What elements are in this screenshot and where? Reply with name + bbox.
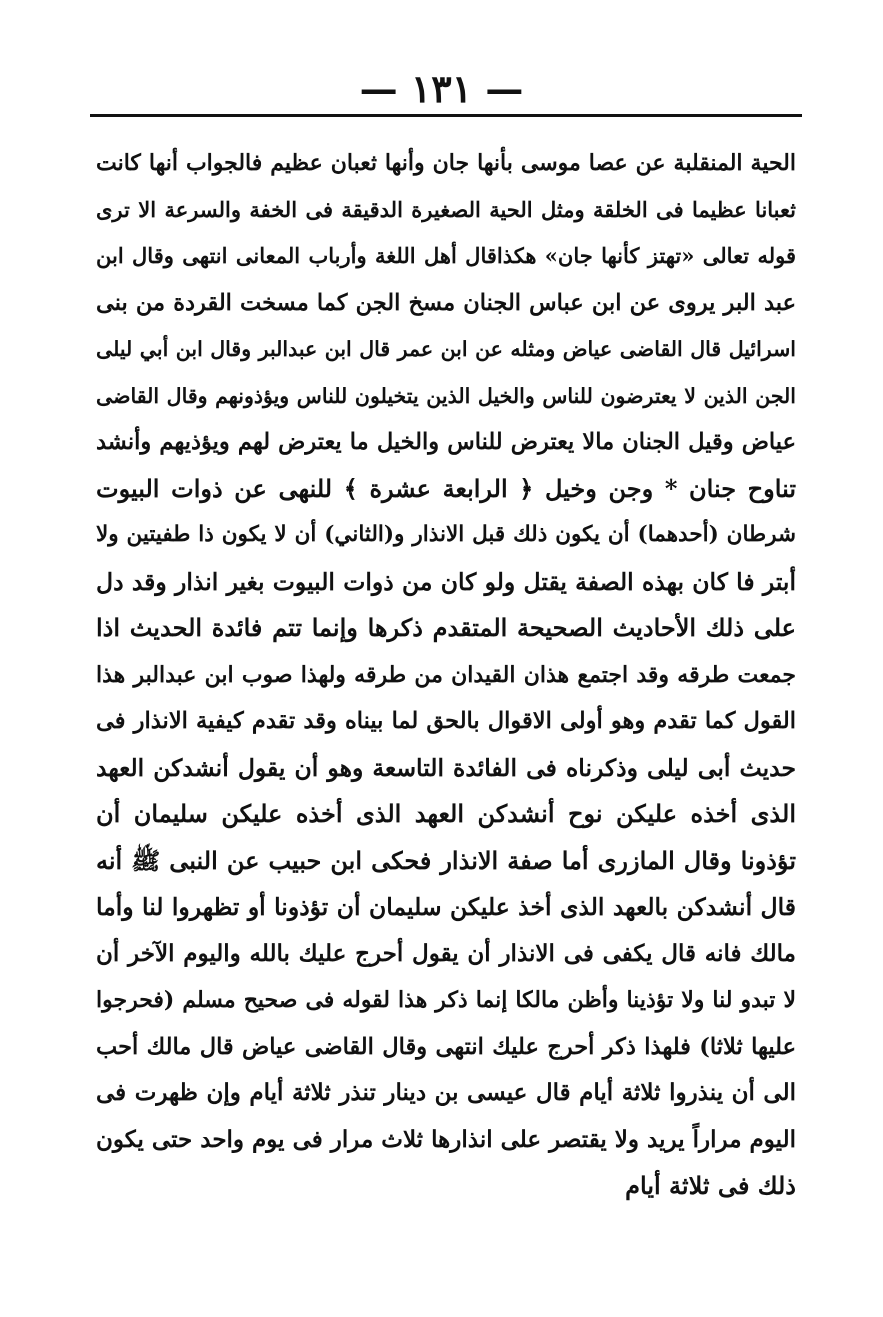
text-line: عياض وقيل الجنان مالا يعترض للناس والخيل ما يعترض لهم ويؤذيهم وأنشد <box>96 429 796 455</box>
text-line: لا تبدو لنا ولا تؤذينا وأظن مالكا إنما ذكر هذا لقوله فى صحيح مسلم (فحرجوا <box>96 987 796 1013</box>
text-line: جمعت طرقه وقد اجتمع هذان القيدان من طرقه ولهذا صوب ابن عبدالبر هذا <box>96 661 796 688</box>
text-line: مالك فانه قال يكفى فى الانذار أن يقول أحرج عليك بالله واليوم الآخر أن <box>96 939 796 967</box>
text-line: قال أنشدكن بالعهد الذى أخذ عليكن سليمان أن تؤذونا أو تظهروا لنا وأما <box>96 893 796 921</box>
text-line: على ذلك الأحاديث الصحيحة المتقدم ذكرها وإنما تتم فائدة الحديث اذا <box>96 613 796 642</box>
text-line: قوله تعالى «تهتز كأنها جان» هكذاقال أهل اللغة وأرباب المعانى انتهى وقال ابن <box>96 243 796 268</box>
text-line: الذى أخذه عليكن نوح أنشدكن العهد الذى أخذه عليكن سليمان أن <box>96 799 796 828</box>
text-line: أبتر فا كان بهذه الصفة يقتل ولو كان من ذوات البيوت بغير انذار وقد دل <box>96 567 796 596</box>
text-line: تناوح جنان * وجن وخيل ﴿ الرابعة عشرة ﴾ للنهى عن ذوات البيوت <box>96 473 796 503</box>
text-line: عبد البر يروى عن ابن عباس الجنان مسخ الجن كما مسخت القردة من بنى <box>96 289 796 316</box>
page-number: — ١٣١ — <box>359 66 524 111</box>
text-line: حديث أبى ليلى وذكرناه فى الفائدة التاسعة وهو أن يقول أنشدكن العهد <box>96 753 796 782</box>
header-rule <box>90 114 802 117</box>
text-line: اليوم مراراً يريد ولا يقتصر على انذارها ثلاث مرار فى يوم واحد حتى يكون <box>96 1125 796 1153</box>
text-line: القول كما تقدم وهو أولى الاقوال بالحق لما بيناه وقد تقدم كيفية الانذار فى <box>96 708 796 734</box>
text-line: الى أن ينذروا ثلاثة أيام قال عيسى بن دينار تنذر ثلاثة أيام وإن ظهرت فى <box>96 1079 796 1106</box>
text-line: شرطان (أحدهما) أن يكون ذلك قبل الانذار و(الثاني) أن لا يكون ذا طفيتين ولا <box>96 522 796 547</box>
text-line: ذلك فى ثلاثة أيام <box>625 1171 796 1200</box>
body-text <box>96 140 796 1210</box>
text-line: عليها ثلاثا) فلهذا ذكر أحرج عليك انتهى وقال القاضى عياض قال مالك أحب <box>96 1033 796 1060</box>
text-line: ثعبانا عظيما فى الخلقة ومثل الحية الصغيرة الدقيقة فى الخفة والسرعة الا ترى <box>96 196 796 222</box>
text-line: الحية المنقلبة عن عصا موسى بأنها جان وأنها ثعبان عظيم فالجواب أنها كانت <box>96 150 796 176</box>
text-line: اسرائيل قال القاضى عياض ومثله عن ابن عمر قال ابن عبدالبر وقال ابن أبي ليلى <box>96 337 796 361</box>
text-line: الجن الذين لا يعترضون للناس والخيل الذين يتخيلون للناس ويؤذونهم وقال القاضى <box>96 383 796 408</box>
text-line: تؤذونا وقال المازرى أما صفة الانذار فحكى ابن حبيب عن النبى ﷺ أنه <box>96 845 796 875</box>
